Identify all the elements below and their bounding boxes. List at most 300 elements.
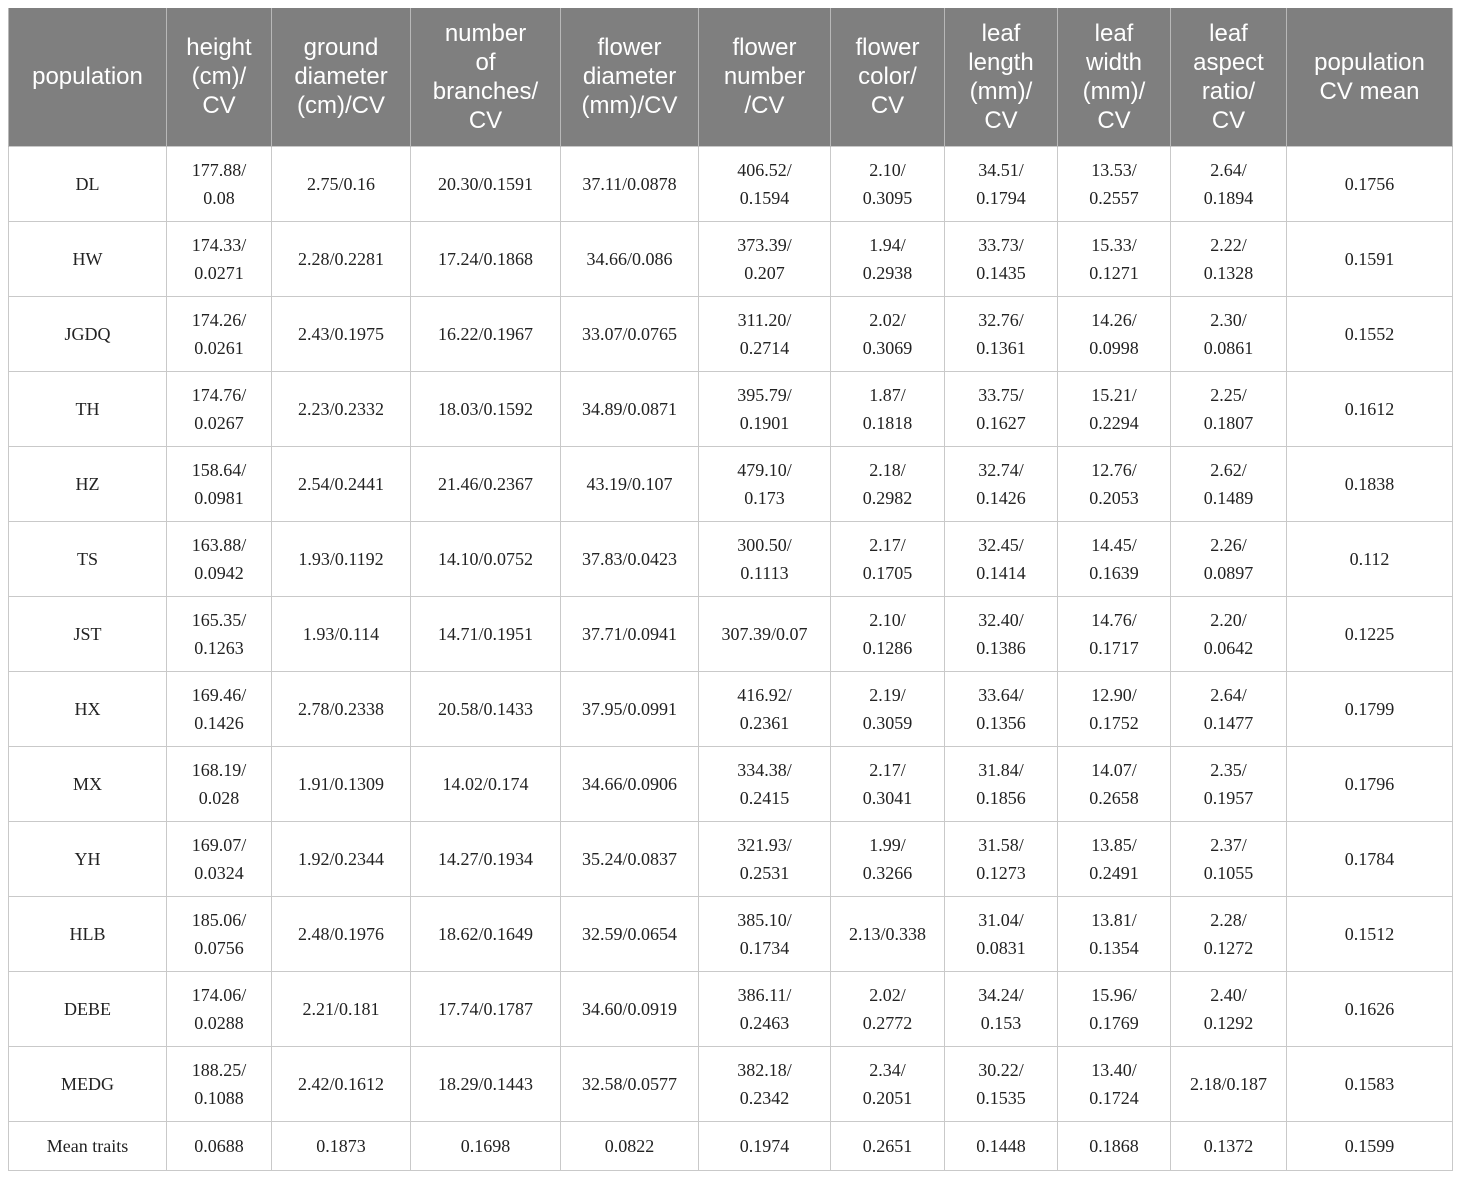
cell-line: 0.3095 [862, 187, 913, 208]
data-cell-ground-diameter-cv [272, 446, 411, 521]
cell-line: 174.06/ [191, 984, 247, 1005]
header-line: population [32, 63, 143, 91]
cell-line: 0.1974 [739, 1135, 790, 1156]
cell-line: 385.10/ [737, 909, 792, 930]
cell-line: 406.52/ [737, 159, 792, 180]
data-cell-flower-color-cv [831, 446, 945, 521]
cell-line: 169.46/ [191, 684, 247, 705]
cell-line: 0.1055 [1203, 862, 1254, 883]
table-header [9, 8, 1453, 146]
cell-line: 163.88/ [191, 534, 247, 555]
data-cell-branches-cv [411, 146, 561, 221]
data-cell-flower-number-cv [699, 371, 831, 446]
data-cell-flower-diameter-cv [561, 296, 699, 371]
data-cell-flower-color-cv [831, 746, 945, 821]
header-line: diameter [582, 63, 677, 91]
cell-line: 0.2053 [1089, 487, 1139, 508]
data-cell-branches-cv [411, 971, 561, 1046]
header-line: leaf [1094, 19, 1134, 47]
cell-line: 34.60/0.0919 [581, 998, 677, 1019]
data-cell-ground-diameter-cv [272, 596, 411, 671]
cell-line: 2.43/0.1975 [297, 323, 384, 344]
cell-line: 0.1807 [1203, 412, 1254, 433]
data-cell-flower-number-cv [699, 746, 831, 821]
cell-line: 34.89/0.0871 [581, 398, 677, 419]
cell-line: 395.79/ [737, 384, 792, 405]
column-header-branches-cv [411, 8, 561, 146]
cell-line: 479.10/ [737, 459, 792, 480]
cell-line: 2.40/ [1210, 984, 1247, 1005]
data-cell-ground-diameter-cv [272, 971, 411, 1046]
data-cell-ground-diameter-cv [272, 896, 411, 971]
cell-line: 1.93/0.1192 [298, 548, 384, 569]
cell-line: 0.0831 [976, 937, 1026, 958]
cell-line: 16.22/0.1967 [437, 323, 533, 344]
data-cell-flower-number-cv [699, 1046, 831, 1121]
data-cell-leaf-aspect-ratio-cv [1171, 446, 1287, 521]
row-label-cell [9, 896, 167, 971]
cell-line: 2.17/ [869, 759, 906, 780]
data-cell-branches-cv [411, 221, 561, 296]
header-row [9, 8, 1453, 146]
row-label-cell [9, 1046, 167, 1121]
cell-line: 2.19/ [869, 684, 906, 705]
cell-line: 2.35/ [1210, 759, 1247, 780]
table-row [9, 896, 1453, 971]
data-cell-height-cv [167, 446, 272, 521]
data-cell-flower-diameter-cv [561, 671, 699, 746]
cell-line: 0.2051 [862, 1087, 913, 1108]
cell-line: 0.1435 [976, 262, 1026, 283]
cell-line: 0.3266 [862, 862, 913, 883]
header-line: branches/ [432, 77, 539, 105]
cell-line: 13.40/ [1091, 1059, 1137, 1080]
data-cell-flower-color-cv [831, 1121, 945, 1170]
cell-line: 2.25/ [1210, 384, 1247, 405]
data-cell-population-cv-mean [1287, 746, 1453, 821]
cell-line: 1.94/ [869, 234, 906, 255]
cell-line: 0.1901 [739, 412, 790, 433]
data-cell-flower-color-cv [831, 221, 945, 296]
cell-line: 2.62/ [1210, 459, 1247, 480]
data-cell-leaf-length-cv [945, 596, 1058, 671]
column-header-leaf-aspect-ratio-cv [1171, 8, 1287, 146]
row-label-cell [9, 371, 167, 446]
cell-line: 2.64/ [1210, 159, 1247, 180]
data-cell-leaf-width-cv [1058, 1046, 1171, 1121]
cell-line: HW [72, 248, 103, 269]
data-cell-population-cv-mean [1287, 371, 1453, 446]
cell-line: 2.48/0.1976 [297, 923, 384, 944]
cell-line: 0.1356 [976, 712, 1026, 733]
table-row [9, 1046, 1453, 1121]
cell-line: 373.39/ [737, 234, 792, 255]
table-body [9, 146, 1453, 1170]
data-cell-flower-diameter-cv [561, 1046, 699, 1121]
data-cell-leaf-aspect-ratio-cv [1171, 971, 1287, 1046]
cell-line: 2.02/ [869, 984, 906, 1005]
cell-line: 0.1386 [976, 637, 1026, 658]
cell-line: 382.18/ [737, 1059, 792, 1080]
cell-line: 0.1856 [976, 787, 1026, 808]
cell-line: 0.1717 [1089, 637, 1139, 658]
cell-line: 0.1292 [1203, 1012, 1254, 1033]
data-cell-population-cv-mean [1287, 146, 1453, 221]
cell-line: 0.1784 [1344, 848, 1395, 869]
data-cell-population-cv-mean [1287, 1046, 1453, 1121]
data-cell-flower-color-cv [831, 296, 945, 371]
cell-line: 20.30/0.1591 [437, 173, 533, 194]
cell-line: JGDQ [64, 323, 111, 344]
header-line: CV [1097, 106, 1131, 134]
cell-line: 0.1794 [976, 187, 1026, 208]
data-cell-leaf-length-cv [945, 296, 1058, 371]
header-line: ground [303, 34, 379, 62]
data-cell-branches-cv [411, 671, 561, 746]
data-cell-population-cv-mean [1287, 896, 1453, 971]
data-cell-ground-diameter-cv [272, 821, 411, 896]
header-line: (cm)/CV [297, 92, 385, 120]
data-cell-flower-diameter-cv [561, 746, 699, 821]
data-cell-branches-cv [411, 1046, 561, 1121]
data-cell-flower-diameter-cv [561, 371, 699, 446]
header-line: flower [732, 34, 797, 62]
cell-line: 18.29/0.1443 [437, 1073, 533, 1094]
header-line: population [1314, 48, 1425, 76]
table-row [9, 371, 1453, 446]
cell-line: 0.1272 [1203, 937, 1254, 958]
cell-line: 31.04/ [978, 909, 1024, 930]
cell-line: 386.11/ [737, 984, 792, 1005]
cell-line: 0.0981 [194, 487, 244, 508]
table-row [9, 821, 1453, 896]
data-cell-leaf-aspect-ratio-cv [1171, 896, 1287, 971]
data-cell-population-cv-mean [1287, 1121, 1453, 1170]
data-cell-flower-diameter-cv [561, 971, 699, 1046]
data-cell-flower-color-cv [831, 1046, 945, 1121]
cell-line: TS [76, 548, 98, 569]
cell-line: 33.64/ [978, 684, 1024, 705]
table-row [9, 296, 1453, 371]
cell-line: 0.1752 [1089, 712, 1139, 733]
table-row [9, 146, 1453, 221]
data-cell-height-cv [167, 1121, 272, 1170]
cell-line: 2.64/ [1210, 684, 1247, 705]
data-cell-height-cv [167, 296, 272, 371]
cell-line: 2.34/ [869, 1059, 906, 1080]
cell-line: 0.2463 [739, 1012, 790, 1033]
cell-line: 13.85/ [1091, 834, 1137, 855]
cell-line: 2.22/ [1210, 234, 1247, 255]
cell-line: 0.1957 [1203, 787, 1254, 808]
cell-line: 20.58/0.1433 [437, 698, 533, 719]
cell-line: 174.33/ [191, 234, 247, 255]
cell-line: 0.1724 [1089, 1087, 1139, 1108]
data-cell-population-cv-mean [1287, 821, 1453, 896]
cell-line: 37.11/0.0878 [582, 173, 677, 194]
cell-line: 311.20/ [737, 309, 792, 330]
data-cell-leaf-length-cv [945, 971, 1058, 1046]
column-header-flower-number-cv [699, 8, 831, 146]
data-cell-flower-color-cv [831, 596, 945, 671]
header-line: ratio/ [1201, 77, 1256, 105]
cell-line: 0.1477 [1203, 712, 1254, 733]
data-cell-flower-number-cv [699, 971, 831, 1046]
cell-line: HZ [75, 473, 100, 494]
data-cell-flower-number-cv [699, 896, 831, 971]
cell-line: 1.93/0.114 [302, 623, 380, 644]
cell-line: 416.92/ [737, 684, 792, 705]
data-cell-height-cv [167, 746, 272, 821]
cell-line: 14.02/0.174 [442, 773, 529, 794]
data-cell-height-cv [167, 521, 272, 596]
cell-line: 0.1263 [194, 637, 244, 658]
data-cell-leaf-aspect-ratio-cv [1171, 596, 1287, 671]
cell-line: 0.2714 [739, 337, 790, 358]
data-cell-leaf-length-cv [945, 821, 1058, 896]
header-line: (mm)/ [969, 77, 1033, 105]
row-label-cell [9, 446, 167, 521]
cell-line: 17.24/0.1868 [437, 248, 533, 269]
column-header-leaf-width-cv [1058, 8, 1171, 146]
cell-line: 2.18/ [869, 459, 906, 480]
data-cell-leaf-width-cv [1058, 1121, 1171, 1170]
cell-line: 1.92/0.2344 [297, 848, 384, 869]
cell-line: 0.1894 [1203, 187, 1254, 208]
cell-line: 0.1873 [316, 1135, 366, 1156]
cell-line: 168.19/ [191, 759, 247, 780]
cell-line: 32.76/ [978, 309, 1024, 330]
cell-line: 2.37/ [1210, 834, 1247, 855]
cell-line: 2.54/0.2441 [297, 473, 384, 494]
cell-line: 0.3041 [862, 787, 913, 808]
cell-line: 0.2491 [1089, 862, 1139, 883]
data-cell-height-cv [167, 146, 272, 221]
cell-line: 174.76/ [191, 384, 247, 405]
cell-line: 2.26/ [1210, 534, 1247, 555]
cell-line: 0.1354 [1089, 937, 1139, 958]
cell-line: 17.74/0.1787 [437, 998, 533, 1019]
cell-line: 32.45/ [978, 534, 1024, 555]
data-cell-ground-diameter-cv [272, 1046, 411, 1121]
cell-line: 33.73/ [978, 234, 1024, 255]
row-label-cell [9, 596, 167, 671]
table-row [9, 221, 1453, 296]
data-cell-branches-cv [411, 521, 561, 596]
cell-line: 31.58/ [978, 834, 1024, 855]
data-cell-leaf-width-cv [1058, 596, 1171, 671]
cell-line: 14.10/0.0752 [437, 548, 533, 569]
cell-line: 32.74/ [978, 459, 1024, 480]
cell-line: 0.173 [744, 487, 785, 508]
cell-line: 30.22/ [978, 1059, 1024, 1080]
cell-line: 0.0642 [1203, 637, 1254, 658]
header-line: (cm)/ [191, 63, 247, 91]
data-cell-flower-number-cv [699, 146, 831, 221]
data-cell-flower-number-cv [699, 671, 831, 746]
cell-line: 14.07/ [1091, 759, 1137, 780]
data-cell-flower-color-cv [831, 146, 945, 221]
cell-line: 0.1612 [1344, 398, 1395, 419]
data-cell-flower-number-cv [699, 596, 831, 671]
cell-line: 2.13/0.338 [848, 923, 926, 944]
cell-line: 0.2342 [739, 1087, 790, 1108]
header-line: (mm)/ [1082, 77, 1146, 105]
cell-line: TH [75, 398, 100, 419]
cell-line: 300.50/ [737, 534, 792, 555]
data-cell-leaf-width-cv [1058, 521, 1171, 596]
data-cell-leaf-width-cv [1058, 896, 1171, 971]
cell-line: 32.58/0.0577 [581, 1073, 677, 1094]
cell-line: 0.3059 [862, 712, 913, 733]
data-cell-leaf-width-cv [1058, 146, 1171, 221]
table-row [9, 671, 1453, 746]
data-cell-height-cv [167, 971, 272, 1046]
data-cell-branches-cv [411, 296, 561, 371]
cell-line: 188.25/ [191, 1059, 247, 1080]
cell-line: 0.1271 [1089, 262, 1139, 283]
cell-line: 33.07/0.0765 [581, 323, 677, 344]
cell-line: 31.84/ [978, 759, 1024, 780]
header-line: height [186, 34, 252, 62]
cell-line: 2.28/ [1210, 909, 1247, 930]
cell-line: Mean traits [46, 1135, 129, 1156]
cell-line: 0.0324 [194, 862, 244, 883]
cell-line: 32.59/0.0654 [581, 923, 677, 944]
header-line: CV [468, 106, 503, 134]
cell-line: 0.2982 [862, 487, 913, 508]
data-cell-height-cv [167, 896, 272, 971]
cell-line: 2.17/ [869, 534, 906, 555]
cell-line: 12.90/ [1091, 684, 1137, 705]
header-line: (mm)/CV [581, 92, 678, 120]
cell-line: 18.03/0.1592 [437, 398, 533, 419]
data-cell-flower-number-cv [699, 296, 831, 371]
cell-line: 0.2651 [862, 1135, 913, 1156]
cell-line: 15.96/ [1091, 984, 1137, 1005]
data-cell-ground-diameter-cv [272, 746, 411, 821]
cell-line: 2.78/0.2338 [297, 698, 384, 719]
data-cell-flower-diameter-cv [561, 596, 699, 671]
data-cell-height-cv [167, 596, 272, 671]
header-line: leaf [1209, 19, 1248, 47]
data-cell-leaf-length-cv [945, 446, 1058, 521]
data-cell-population-cv-mean [1287, 296, 1453, 371]
row-label-cell [9, 1121, 167, 1170]
data-cell-population-cv-mean [1287, 446, 1453, 521]
cell-line: 0.1594 [739, 187, 790, 208]
table-row [9, 746, 1453, 821]
column-header-population [9, 8, 167, 146]
cell-line: 1.87/ [869, 384, 906, 405]
cell-line: 0.3069 [862, 337, 913, 358]
data-cell-leaf-width-cv [1058, 746, 1171, 821]
cell-line: 0.2772 [862, 1012, 913, 1033]
cell-line: 0.0261 [194, 337, 244, 358]
header-line: length [968, 48, 1034, 76]
column-header-population-cv-mean [1287, 8, 1453, 146]
data-cell-leaf-width-cv [1058, 221, 1171, 296]
cell-line: 0.2361 [739, 712, 790, 733]
data-cell-population-cv-mean [1287, 596, 1453, 671]
cell-line: 0.1448 [976, 1135, 1026, 1156]
cell-line: 0.0756 [194, 937, 244, 958]
data-cell-branches-cv [411, 371, 561, 446]
cell-line: 307.39/0.07 [721, 623, 808, 644]
data-cell-flower-diameter-cv [561, 1121, 699, 1170]
cell-line: 2.18/0.187 [1189, 1073, 1267, 1094]
cell-line: 0.1626 [1344, 998, 1395, 1019]
data-cell-leaf-width-cv [1058, 446, 1171, 521]
cell-line: 0.1113 [740, 562, 789, 583]
data-cell-flower-color-cv [831, 896, 945, 971]
cell-line: 174.26/ [191, 309, 247, 330]
data-cell-leaf-aspect-ratio-cv [1171, 1121, 1287, 1170]
cell-line: 14.45/ [1091, 534, 1137, 555]
header-line: of [475, 48, 496, 76]
cell-line: 2.21/0.181 [302, 998, 380, 1019]
cell-line: 14.27/0.1934 [437, 848, 533, 869]
data-cell-leaf-width-cv [1058, 296, 1171, 371]
cell-line: 14.76/ [1091, 609, 1137, 630]
cell-line: 0.1512 [1344, 923, 1395, 944]
cell-line: 37.95/0.0991 [581, 698, 677, 719]
cell-line: 2.10/ [869, 609, 906, 630]
cell-line: 158.64/ [191, 459, 247, 480]
data-cell-leaf-length-cv [945, 221, 1058, 296]
data-cell-flower-color-cv [831, 971, 945, 1046]
cell-line: 0.2938 [862, 262, 913, 283]
data-cell-height-cv [167, 371, 272, 446]
cell-line: 2.42/0.1612 [297, 1073, 384, 1094]
cell-line: 321.93/ [737, 834, 792, 855]
data-cell-flower-number-cv [699, 1121, 831, 1170]
cell-line: DEBE [64, 998, 111, 1019]
table-row [9, 596, 1453, 671]
cell-line: 0.1868 [1089, 1135, 1139, 1156]
cell-line: 0.1818 [862, 412, 913, 433]
row-label-cell [9, 971, 167, 1046]
table-container [8, 8, 1452, 1171]
data-cell-flower-diameter-cv [561, 146, 699, 221]
data-cell-flower-number-cv [699, 446, 831, 521]
data-cell-ground-diameter-cv [272, 371, 411, 446]
cell-line: HX [74, 698, 101, 719]
column-header-flower-color-cv [831, 8, 945, 146]
data-cell-ground-diameter-cv [272, 221, 411, 296]
population-cv-table [8, 8, 1453, 1171]
data-cell-flower-diameter-cv [561, 821, 699, 896]
cell-line: 0.1286 [862, 637, 913, 658]
data-cell-branches-cv [411, 596, 561, 671]
cell-line: 0.1361 [976, 337, 1026, 358]
data-cell-height-cv [167, 821, 272, 896]
cell-line: 0.0267 [194, 412, 244, 433]
data-cell-ground-diameter-cv [272, 146, 411, 221]
column-header-height-cv [167, 8, 272, 146]
data-cell-population-cv-mean [1287, 221, 1453, 296]
header-line: /CV [744, 92, 785, 120]
cell-line: 0.0688 [194, 1135, 244, 1156]
header-line: CV [984, 106, 1018, 134]
data-cell-branches-cv [411, 821, 561, 896]
data-cell-leaf-aspect-ratio-cv [1171, 746, 1287, 821]
cell-line: 0.0822 [604, 1135, 655, 1156]
cell-line: 35.24/0.0837 [581, 848, 677, 869]
cell-line: 13.53/ [1091, 159, 1137, 180]
cell-line: 43.19/0.107 [586, 473, 673, 494]
data-cell-flower-color-cv [831, 821, 945, 896]
